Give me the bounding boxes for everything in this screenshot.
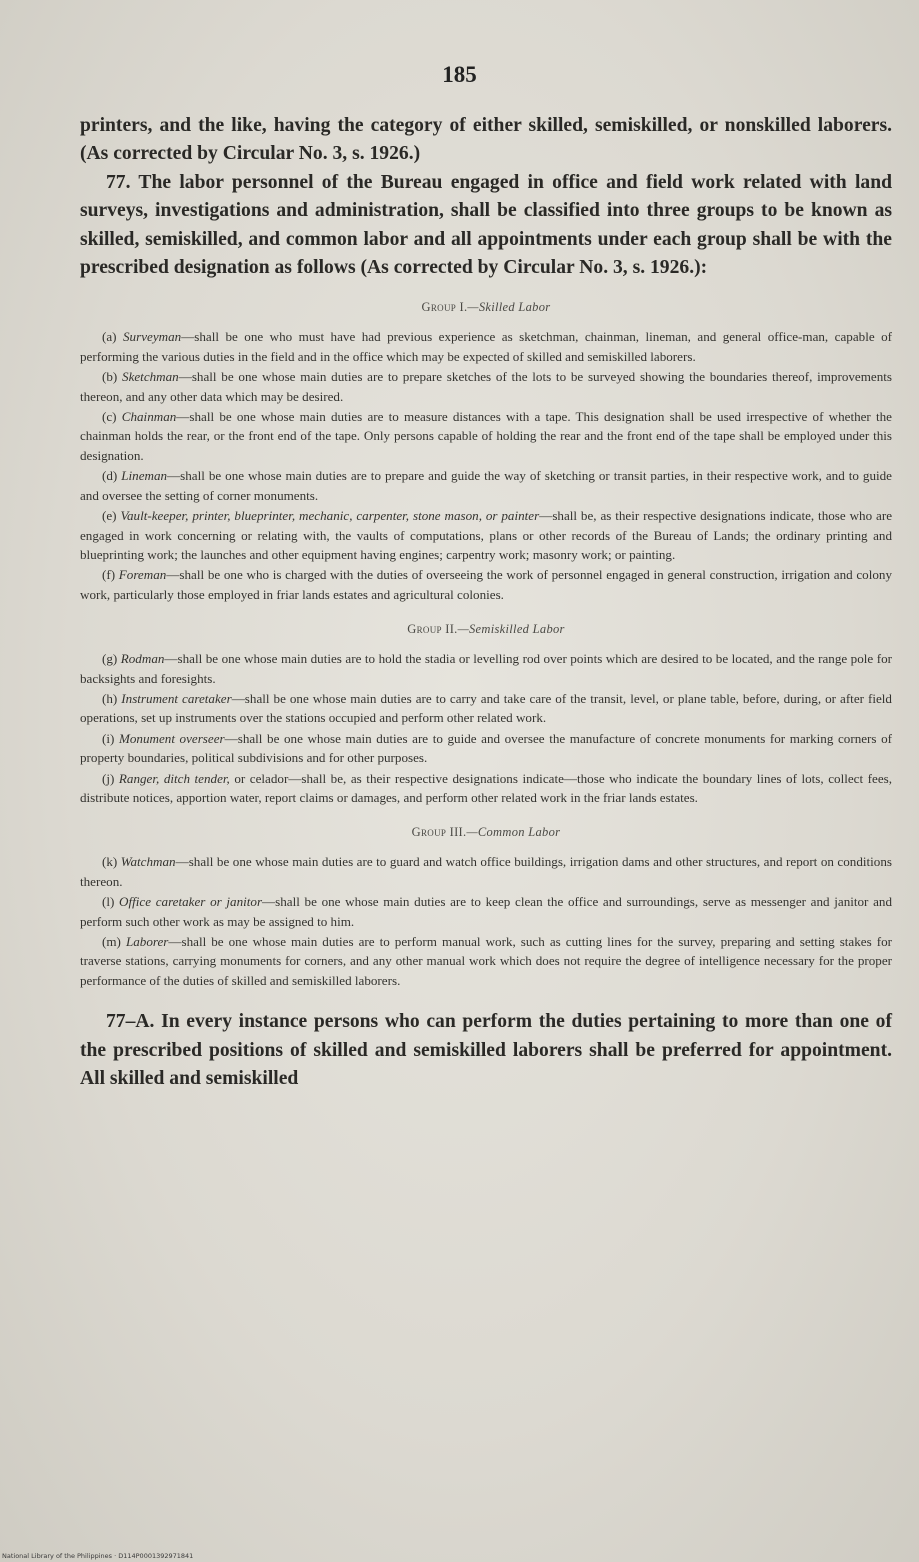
item-term: Office caretaker or janitor — [119, 894, 263, 910]
item-label: (g) — [102, 651, 121, 667]
item-label: (j) — [102, 770, 119, 786]
item-label: (i) — [102, 730, 119, 746]
item-k — [80, 852, 892, 891]
group-3-heading — [80, 825, 892, 840]
group-name: Group II. — [407, 622, 458, 637]
item-text: —shall be one whose main duties are to keep clean the office and surroundings, serve as messenger and janitor and perform such other work as may be assigned to him. — [80, 894, 892, 929]
item-text: —shall be one whose main duties are to measure distances with a tape. This designation shall be used irrespective of whether the chainman holds the rear, or the front end of the tape. Only persons capable of holding the rear and the front end of the tape shall be employed under this designation. — [80, 409, 892, 463]
item-text: —shall be one whose main duties are to prepare and guide the way of sketching or transit parties, in their respective work, and to guide and oversee the setting of corner monuments. — [80, 468, 892, 503]
item-term: Instrument caretaker — [121, 690, 232, 706]
item-text: —shall be one whose main duties are to prepare sketches of the lots to be surveyed showing the boundaries thereof, improvements thereon, and any other data which may be desired. — [80, 369, 892, 404]
item-label: (l) — [102, 894, 120, 910]
item-term: Chainman — [121, 409, 177, 425]
item-term: Rodman — [120, 651, 165, 667]
item-l — [80, 892, 892, 931]
item-a — [80, 327, 892, 366]
item-label: (h) — [102, 690, 122, 706]
item-d — [80, 466, 892, 505]
item-label: (e) — [102, 508, 121, 524]
item-label: (c) — [102, 409, 122, 425]
item-term: Ranger, ditch tender, — [118, 770, 230, 786]
intro-paragraph: printers, and the like, having the category of either skilled, semiskilled, or nonskilled laborers. (As corrected by Circular No. 3, s. 1926.) — [80, 115, 892, 165]
item-text: —shall be one whose main duties are to carry and take care of the transit, level, or plane table, before, during, or after field operations, set up instruments over the stations occupied and perform other related work. — [80, 690, 892, 726]
section-77-paragraph: 77. The labor personnel of the Bureau engaged in office and field work related with land surveys, investigations and administration, shall be classified into three groups to be known as skilled, semiskilled, and common labor and all appointments under each group shall be with the prescribed designation as follows (As corrected by Circular No. 3, s. 1926.): — [80, 171, 892, 279]
item-term: Laborer — [125, 934, 169, 949]
item-label: (m) — [102, 934, 126, 949]
item-text: —shall be one who must have had previous experience as sketchman, chainman, lineman, and general office-man, capable of performing the various duties in the field and in the office which may be expected of skilled and semiskilled laborers. — [80, 329, 893, 364]
item-i — [80, 729, 892, 768]
item-b — [80, 367, 892, 406]
item-c — [80, 407, 892, 465]
group-1-heading — [80, 300, 892, 315]
item-text: —shall be one whose main duties are to guard and watch office buildings, irrigation dams and other structures, and report on conditions thereon. — [80, 854, 892, 889]
item-term: Monument overseer — [118, 730, 225, 746]
item-term: Lineman — [121, 468, 168, 484]
item-label: (b) — [102, 369, 123, 385]
item-term: Surveyman — [123, 329, 182, 345]
item-label: (k) — [102, 854, 121, 870]
item-text: —shall be one who is charged with the duties of overseeing the work of personnel engaged in general construction, irrigation and colony work, particularly those employed in friar lands estates and agricultural colonies. — [80, 567, 892, 602]
item-m — [80, 932, 892, 990]
group-name: Group III. — [411, 825, 467, 840]
group-2-heading — [80, 622, 892, 637]
item-text: —shall be one whose main duties are to guide and oversee the manufacture of concrete monuments for marking corners of property boundaries, political subdivisions and for other purposes. — [80, 730, 892, 766]
item-term: Watchman — [120, 854, 176, 870]
item-g — [80, 649, 892, 688]
group-title: —Semiskilled Labor — [457, 622, 565, 637]
item-label: (d) — [102, 468, 122, 484]
item-f — [80, 565, 892, 604]
group-title: —Common Labor — [466, 825, 561, 840]
item-term: Sketchman — [122, 369, 179, 385]
item-text: —shall be one whose main duties are to hold the stadia or levelling rod over points which are desired to be located, and the range pole for backsights and foresights. — [80, 651, 892, 686]
section-77a-paragraph: 77–A. In every instance persons who can perform the duties pertaining to more than one of the prescribed positions of skilled and semiskilled laborers shall be preferred for appointment. All skilled and semiskilled — [80, 1011, 892, 1090]
item-text: —shall be one whose main duties are to perform manual work, such as cutting lines for the survey, preparing and setting stakes for traverse stations, carrying monuments for corners, and any other manual work which does not require the degree of intelligence necessary for the proper performance of the duties of skilled and semiskilled laborers. — [80, 934, 892, 988]
item-term: Foreman — [118, 567, 167, 583]
item-label: (f) — [102, 567, 119, 583]
item-term: Vault-keeper, printer, blueprinter, mechanic, carpenter, stone mason, or painter — [120, 508, 540, 524]
item-text: —shall be, as their respective designations indicate, those who are engaged in work concerning or relating with, the vaults of computations, plans or other records of the Bureau of Lands; the ordinary printing and blueprinting work; the launches and other equipment having engines; carpentry work; masonry work; or painting. — [80, 508, 893, 562]
page-number: 185 — [442, 62, 477, 87]
item-h — [80, 689, 892, 728]
item-j — [80, 769, 892, 808]
page-content — [80, 112, 892, 1093]
archive-footer: National Library of the Philippines · D114P0001392971841 — [2, 1552, 194, 1560]
group-name: Group I. — [421, 300, 468, 315]
item-text: or celador—shall be, as their respective designations indicate—those who indicate the boundary lines of lots, collect fees, distribute notices, apportion water, report claims or damages, and perform other related work in the friar lands estates. — [80, 770, 892, 805]
group-title: —Skilled Labor — [467, 300, 551, 315]
item-e — [80, 506, 892, 564]
item-label: (a) — [102, 329, 123, 345]
